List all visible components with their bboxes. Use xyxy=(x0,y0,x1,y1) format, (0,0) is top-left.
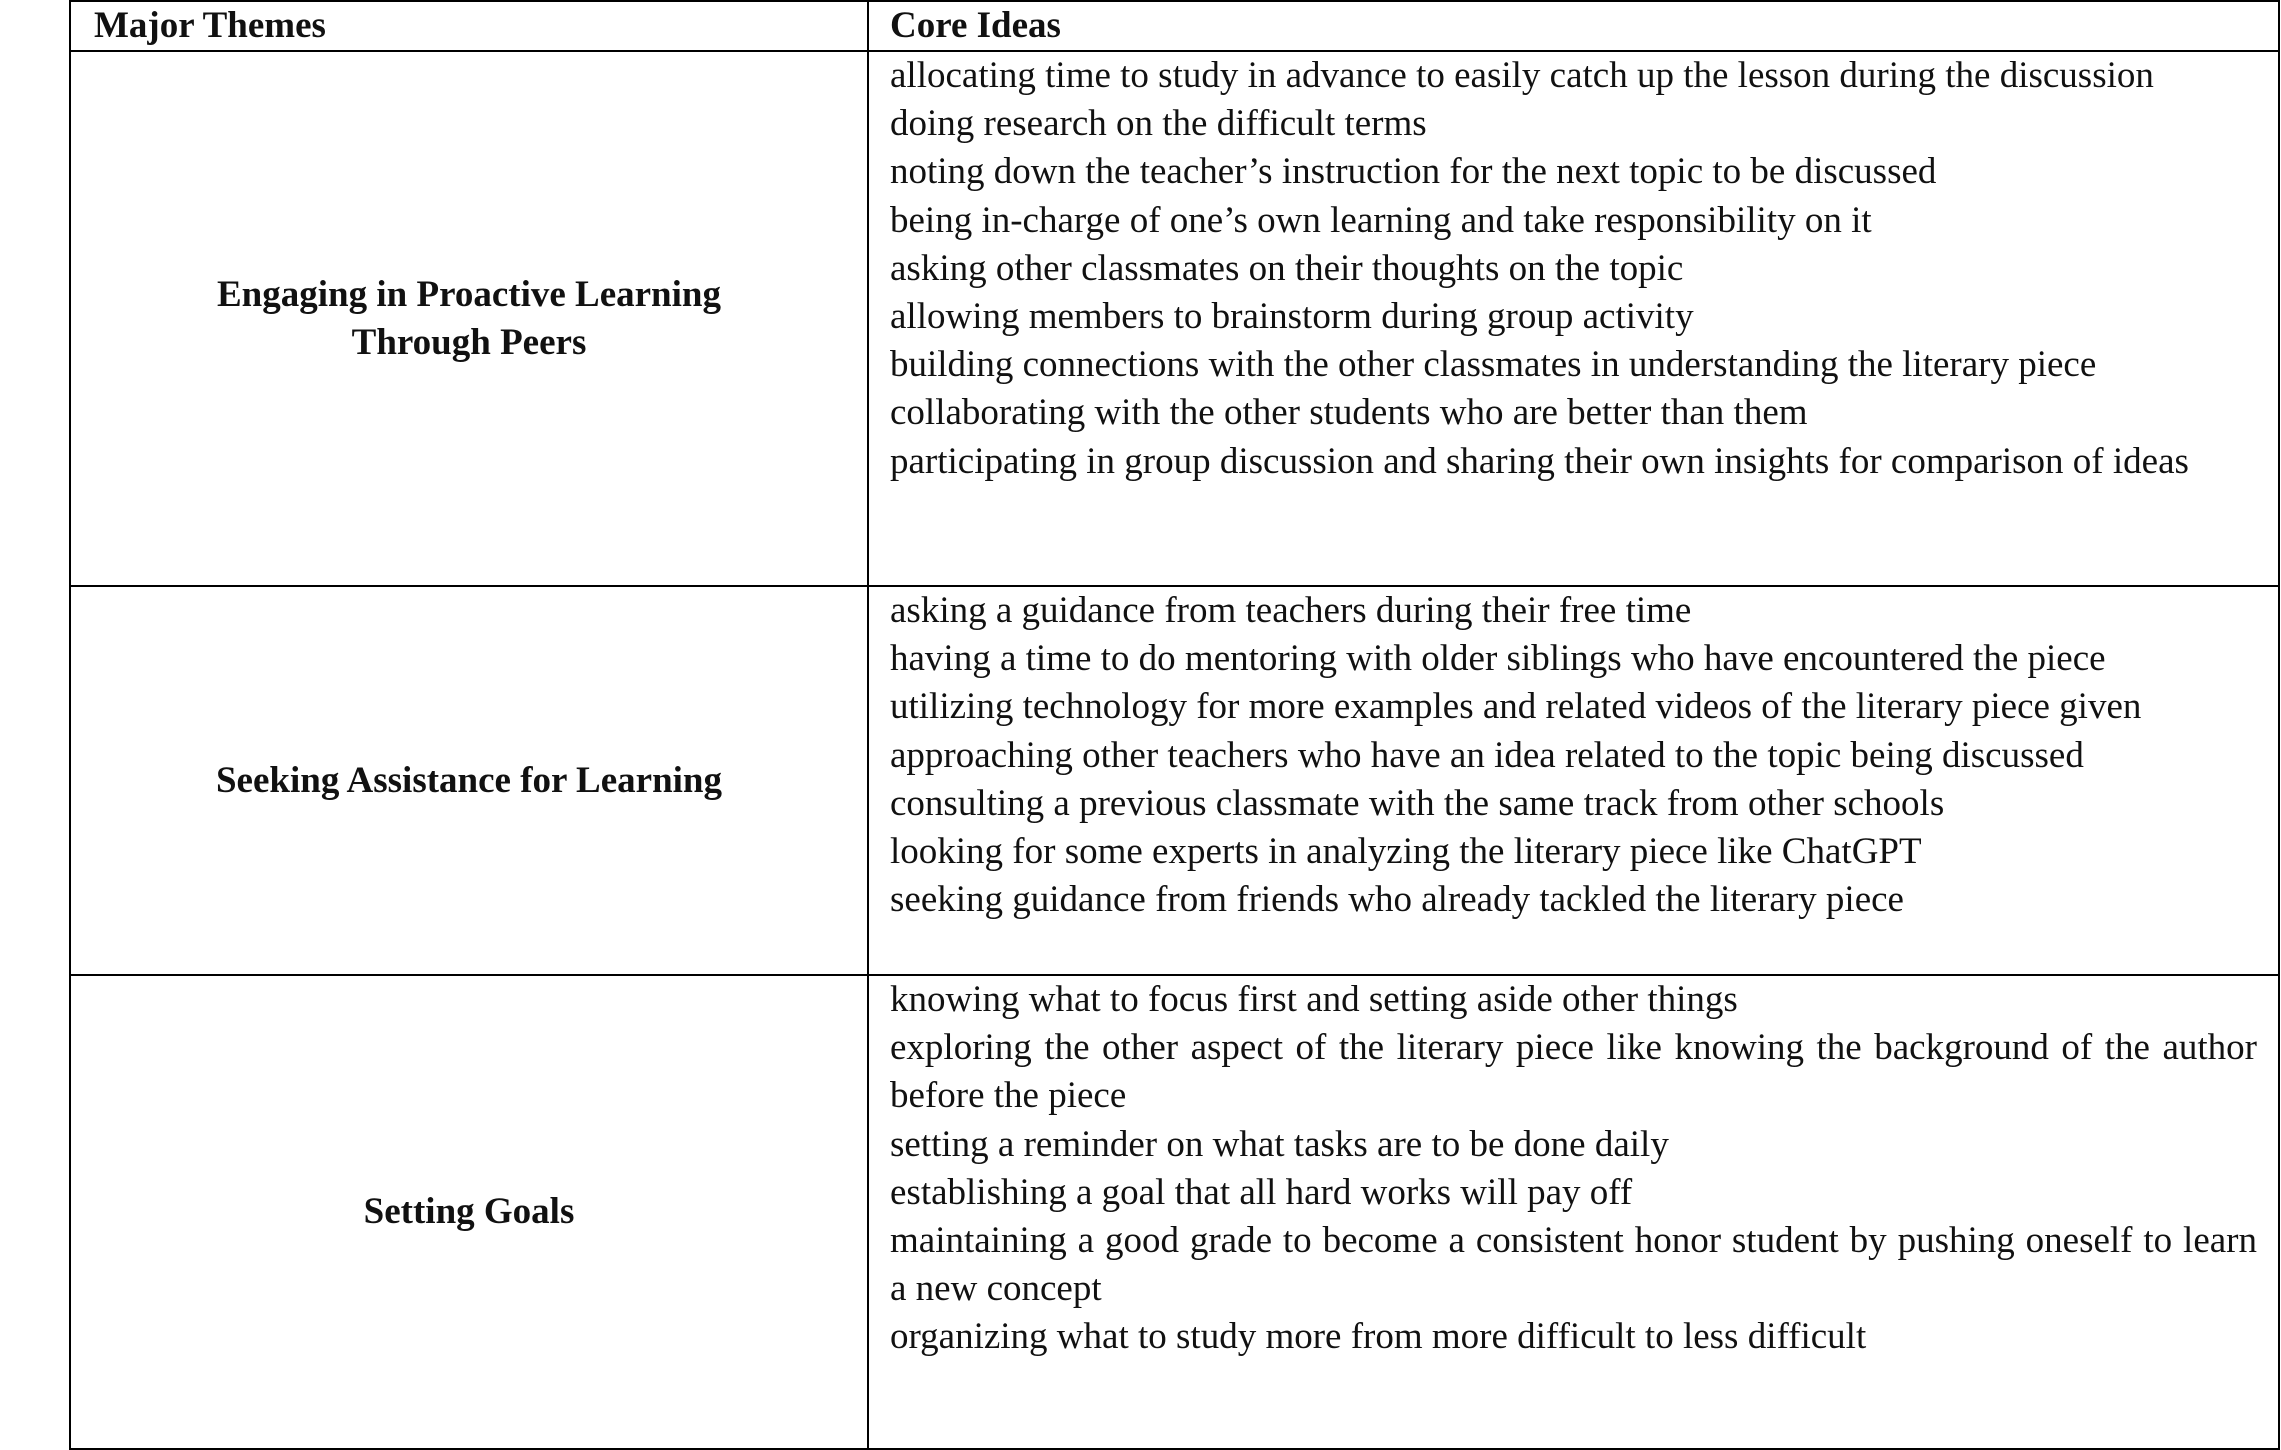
theme-label: Setting Goals xyxy=(363,1191,575,1232)
core-idea: being in-charge of one’s own learning and take responsibility on it xyxy=(890,199,1872,241)
theme-label: Through Peers xyxy=(351,321,587,363)
core-idea: asking a guidance from teachers during their free time xyxy=(890,590,1692,631)
core-idea: participating in group discussion and sharing their own insights for comparison of ideas xyxy=(890,440,2189,482)
core-idea: consulting a previous classmate with the same track from other schools xyxy=(890,782,1945,824)
core-idea: asking other classmates on their thoughts on the topic xyxy=(890,247,1684,289)
table-row xyxy=(70,586,2279,975)
theme-label: Seeking Assistance for Learning xyxy=(215,759,723,801)
core-idea: maintaining a good grade to become a consistent honor student by pushing oneself to learn a new concept xyxy=(890,1220,2257,1310)
core-ideas-cell xyxy=(868,975,2279,1449)
theme-cell xyxy=(70,586,868,975)
theme-cell xyxy=(70,51,868,586)
header-row xyxy=(70,1,2279,51)
table-header xyxy=(70,1,2279,51)
core-idea: allowing members to brainstorm during group activity xyxy=(890,296,1694,338)
core-ideas-cell xyxy=(868,51,2279,586)
themes-table xyxy=(69,0,2280,1450)
core-idea: allocating time to study in advance to easily catch up the lesson during the discussion xyxy=(890,55,2154,96)
core-idea: collaborating with the other students who are better than them xyxy=(890,392,1808,434)
core-idea: building connections with the other classmates in understanding the literary piece xyxy=(890,344,2097,386)
core-idea: doing research on the difficult terms xyxy=(890,103,1427,145)
table-row xyxy=(70,51,2279,586)
core-idea: exploring the other aspect of the literary piece like knowing the background of the author before the piece xyxy=(890,1027,2257,1117)
core-idea: approaching other teachers who have an idea related to the topic being discussed xyxy=(890,734,2084,776)
table-body xyxy=(70,51,2279,1449)
theme-label: Engaging in Proactive Learning xyxy=(217,273,721,315)
core-idea: establishing a goal that all hard works will pay off xyxy=(890,1171,1633,1213)
core-idea: setting a reminder on what tasks are to be done daily xyxy=(890,1123,1669,1165)
core-idea: noting down the teacher’s instruction for the next topic to be discussed xyxy=(890,151,1937,193)
theme-cell xyxy=(70,975,868,1449)
core-ideas-header: Core Ideas xyxy=(868,1,2279,51)
core-idea: seeking guidance from friends who already tackled the literary piece xyxy=(890,879,1904,921)
core-idea: organizing what to study more from more difficult to less difficult xyxy=(890,1316,1867,1358)
core-idea: utilizing technology for more examples and related videos of the literary piece given xyxy=(890,686,2142,728)
major-themes-header: Major Themes xyxy=(70,1,868,51)
core-idea: looking for some experts in analyzing the literary piece like ChatGPT xyxy=(890,831,1922,873)
core-ideas-cell xyxy=(868,586,2279,975)
table-row xyxy=(70,975,2279,1449)
core-idea: having a time to do mentoring with older siblings who have encountered the piece xyxy=(890,638,2106,680)
core-idea: knowing what to focus first and setting aside other things xyxy=(890,979,1738,1020)
